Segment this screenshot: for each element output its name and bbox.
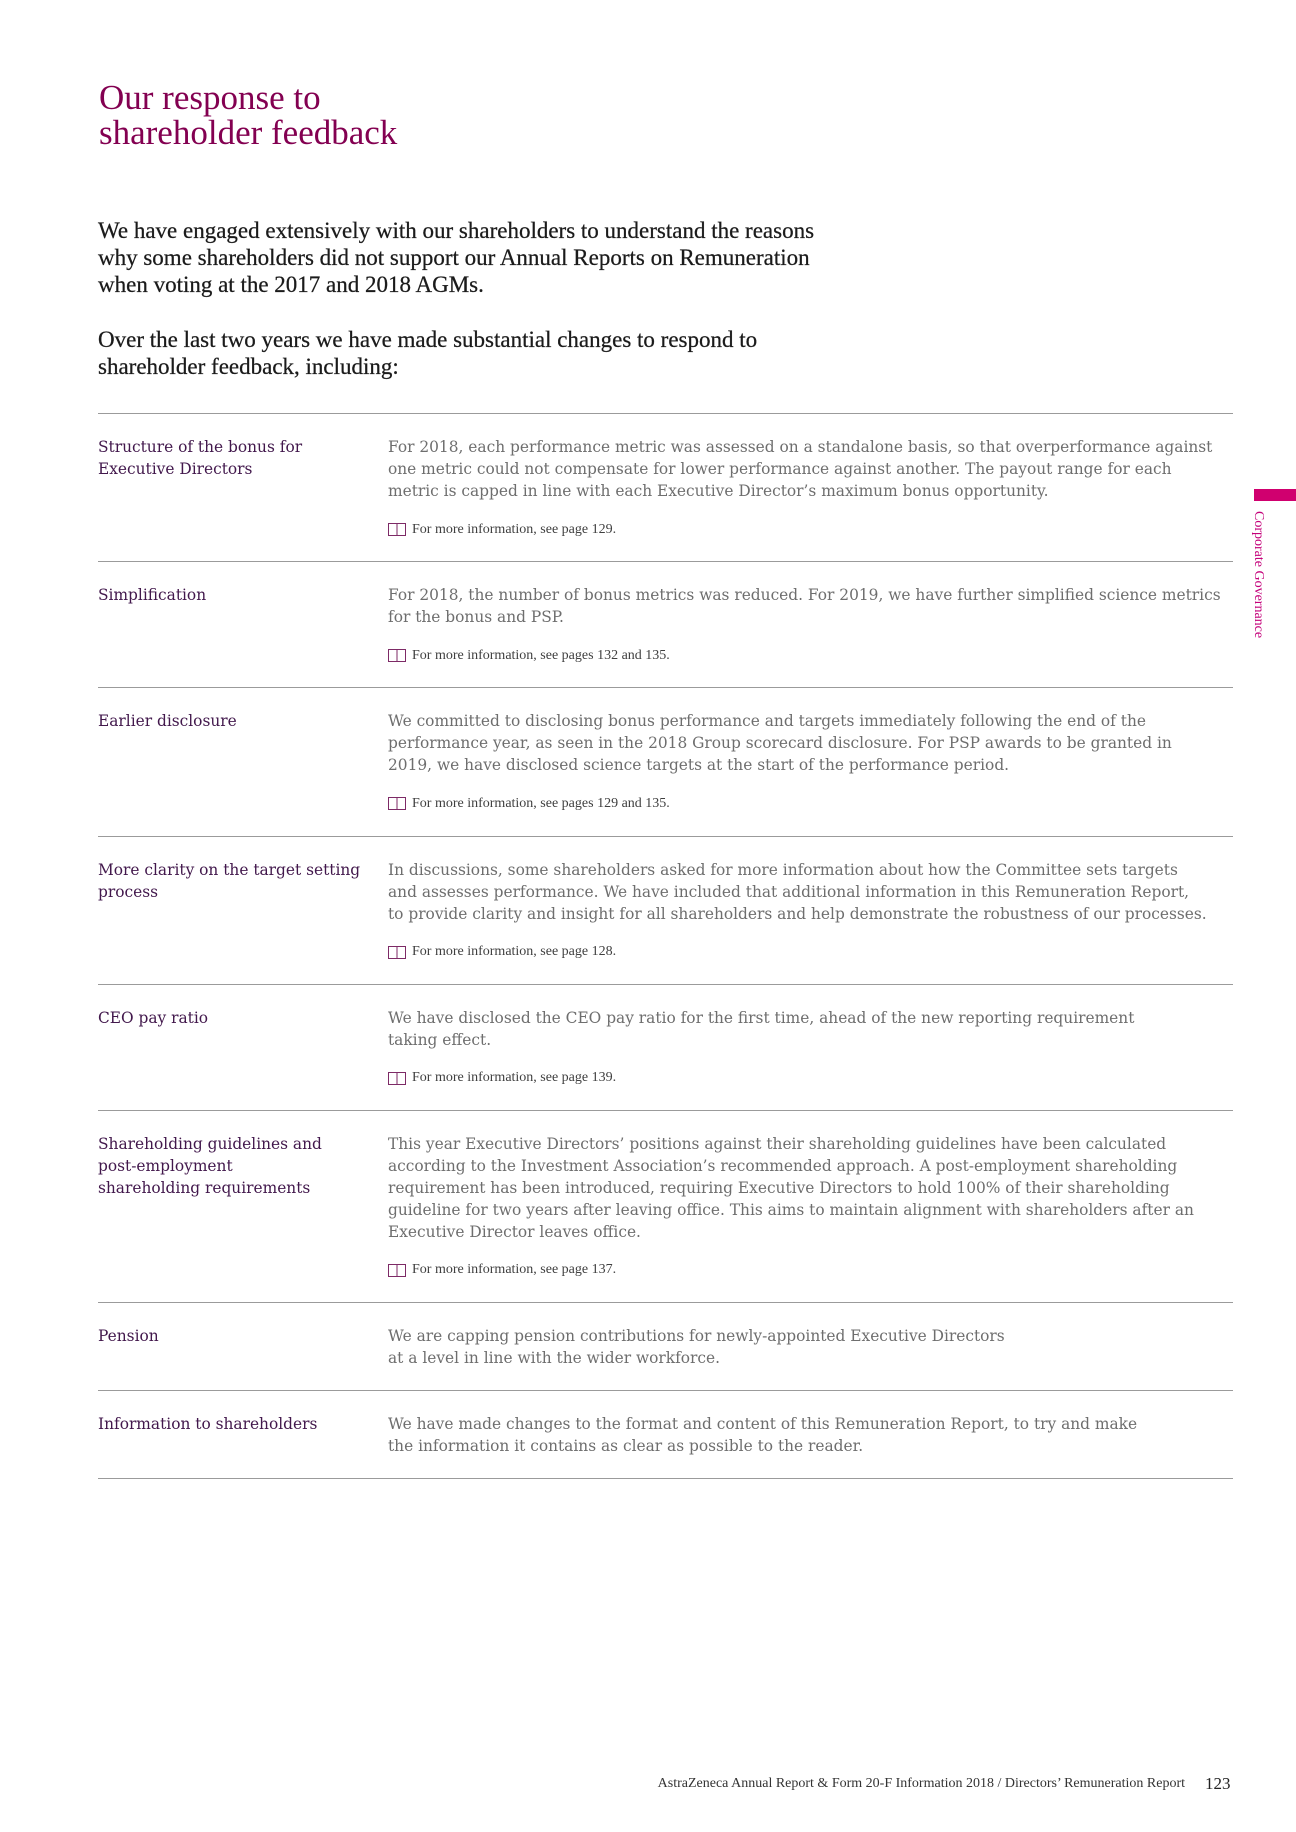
intro-paragraph: Over the last two years we have made substantial changes to respond to shareholder feedback, including: (98, 327, 758, 379)
row-description: For 2018, the number of bonus metrics was reduced. For 2019, we have further simplified science metrics for the bonus and PSP. (388, 586, 1221, 627)
cross-reference-text[interactable]: For more information, see page 139. (412, 1070, 617, 1086)
intro (98, 217, 998, 408)
cross-reference-text[interactable]: For more information, see page 137. (412, 1262, 617, 1278)
book-icon (388, 523, 406, 536)
page-number: 123 (1205, 1774, 1231, 1793)
row-content (388, 1325, 1233, 1369)
feedback-row (98, 1110, 1233, 1302)
footer-publication-title: AstraZeneca Annual Report & Form 20-F Information 2018 / Directors’ Remuneration Report (657, 1776, 1185, 1791)
feedback-row (98, 984, 1233, 1110)
cross-reference-link[interactable] (388, 648, 1233, 664)
section-tab-label: Corporate Governance (1251, 511, 1266, 639)
row-content (388, 584, 1233, 666)
book-icon (388, 1072, 406, 1085)
row-content (388, 1007, 1233, 1089)
feedback-row (98, 1302, 1233, 1390)
row-content (388, 1133, 1233, 1281)
feedback-row (98, 836, 1233, 984)
row-label: Pension (98, 1327, 159, 1346)
book-icon (388, 649, 406, 662)
cross-reference-link[interactable] (388, 1070, 1233, 1086)
row-content (388, 859, 1233, 963)
row-label: CEO pay ratio (98, 1008, 209, 1027)
section-tab-marker (1254, 489, 1296, 501)
feedback-row (98, 561, 1233, 687)
row-label: Information to shareholders (98, 1415, 318, 1434)
cross-reference-link[interactable] (388, 1262, 1233, 1278)
row-label: Earlier disclosure (98, 712, 237, 731)
book-icon (388, 946, 406, 959)
row-content (388, 1413, 1233, 1457)
row-label: Structure of the bonus for Executive Directors (98, 438, 303, 478)
row-label: Simplification (98, 586, 207, 605)
page-title: Our response to shareholder feedback (99, 78, 398, 152)
cross-reference-text[interactable]: For more information, see page 128. (412, 944, 617, 960)
cross-reference-link[interactable] (388, 944, 1233, 960)
cross-reference-text[interactable]: For more information, see pages 129 and 135. (412, 795, 670, 811)
row-label: Shareholding guidelines and post-employment shareholding requirements (98, 1134, 322, 1197)
feedback-row (98, 413, 1233, 561)
cross-reference-text[interactable]: For more information, see page 129. (412, 521, 617, 537)
book-icon (388, 797, 406, 810)
feedback-row (98, 1390, 1233, 1478)
row-description: This year Executive Directors’ positions against their shareholding guidelines have been calculated according to the Investment Association’s recommended approach. A post-employment shareholding requirement has been introduced, requiring Executive Directors to hold 100% of their shareholding guideline for two years after leaving office. This aims to maintain alignment with shareholders after an Executive Director leaves office. (388, 1134, 1194, 1241)
row-description: For 2018, each performance metric was assessed on a standalone basis, so that overperformance against one metric could not compensate for lower performance against another. The payout range for each metric is capped in line with each Executive Director’s maximum bonus opportunity. (388, 438, 1213, 500)
row-label: More clarity on the target setting process (98, 860, 361, 901)
book-icon (388, 1264, 406, 1277)
feedback-table (98, 413, 1233, 1479)
row-content (388, 710, 1233, 814)
row-description: We have disclosed the CEO pay ratio for the first time, ahead of the new reporting requirement taking effect. (388, 1008, 1135, 1049)
row-description: We are capping pension contributions for newly-appointed Executive Directors at a level in line with the wider workforce. (388, 1327, 1005, 1368)
row-description: In discussions, some shareholders asked for more information about how the Committee sets targets and assesses performance. We have included that additional information in this Remuneration Report, to provide clarity and insight for all shareholders and help demonstrate the robustness of our processes. (388, 860, 1207, 923)
row-content (388, 436, 1233, 540)
cross-reference-text[interactable]: For more information, see pages 132 and 135. (412, 647, 670, 663)
feedback-row (98, 687, 1233, 835)
cross-reference-link[interactable] (388, 522, 1233, 538)
row-description: We committed to disclosing bonus performance and targets immediately following the end of the performance year, as seen in the 2018 Group scorecard disclosure. For PSP awards to be granted in 2019, we have disclosed science targets at the start of the performance period. (388, 712, 1172, 775)
cross-reference-link[interactable] (388, 796, 1233, 812)
row-description: We have made changes to the format and content of this Remuneration Report, to try and make the information it contains as clear as possible to the reader. (388, 1415, 1138, 1456)
intro-paragraph: We have engaged extensively with our shareholders to understand the reasons why some shareholders did not support our Annual Reports on Remuneration when voting at the 2017 and 2018 AGMs. (98, 218, 815, 297)
